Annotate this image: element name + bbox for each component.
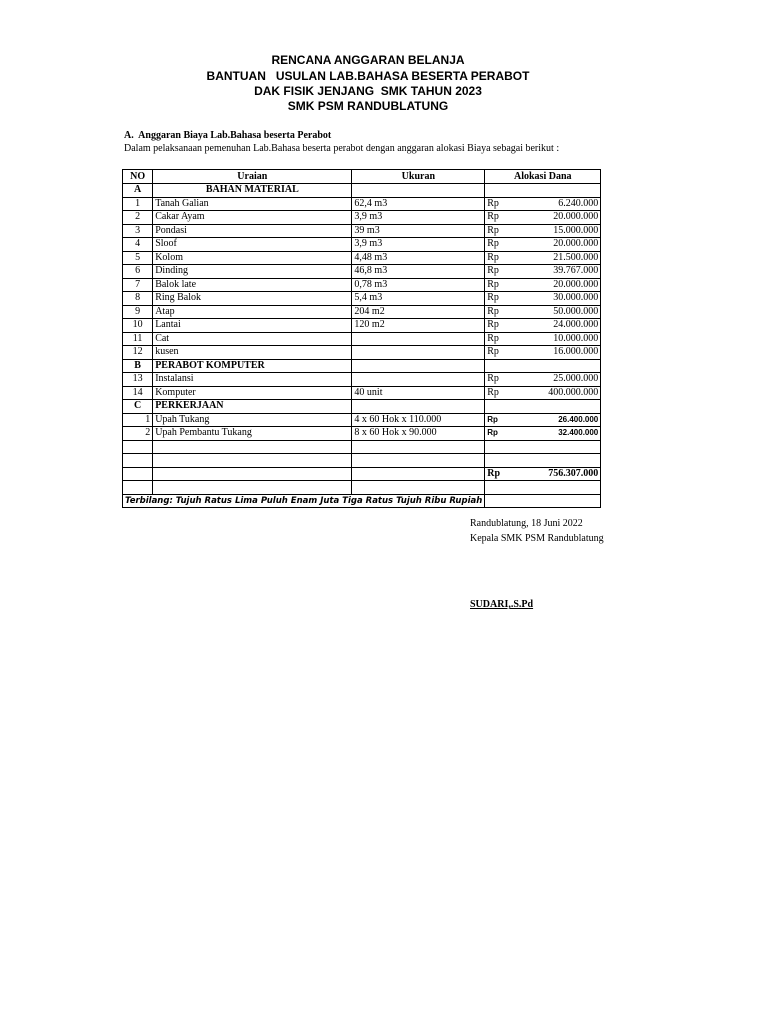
row-alokasi (485, 224, 601, 238)
row-amount: 16.000.000 (553, 346, 599, 358)
row-no: 8 (123, 292, 153, 306)
row-alokasi (485, 278, 601, 292)
row-amount: 20.000.000 (553, 211, 599, 223)
table-row (123, 265, 601, 279)
row-alokasi (485, 332, 601, 346)
row-amount: 10.000.000 (553, 332, 599, 344)
row-ukuran: 120 m2 (352, 319, 485, 333)
row-uraian: kusen (153, 346, 352, 360)
row-ukuran: 3,9 m3 (352, 238, 485, 252)
row-ukuran: 4,48 m3 (352, 251, 485, 265)
row-currency: Rp (487, 224, 499, 236)
row-ukuran: 5,4 m3 (352, 292, 485, 306)
table-header-row (123, 170, 601, 184)
group-no: B (123, 359, 153, 373)
row-uraian: Lantai (153, 319, 352, 333)
row-no: 14 (123, 386, 153, 400)
row-alokasi (485, 238, 601, 252)
row-uraian: Sloof (153, 238, 352, 252)
table-row (123, 278, 601, 292)
table-row (123, 386, 601, 400)
row-uraian: Tanah Galian (153, 197, 352, 211)
table-row (123, 251, 601, 265)
row-ukuran: 40 unit (352, 386, 485, 400)
row-currency: Rp (487, 319, 499, 331)
row-uraian: Cakar Ayam (153, 211, 352, 225)
row-currency: Rp (487, 211, 499, 223)
row-no: 11 (123, 332, 153, 346)
table-row (123, 319, 601, 333)
row-no: 6 (123, 265, 153, 279)
table-row (123, 305, 601, 319)
table-row (123, 211, 601, 225)
row-amount: 15.000.000 (553, 224, 599, 236)
row-uraian: Ring Balok (153, 292, 352, 306)
row-no: 3 (123, 224, 153, 238)
row-amount: 39.767.000 (553, 265, 599, 277)
row-alokasi (485, 265, 601, 279)
group-row-c (123, 400, 601, 414)
row-ukuran: 204 m2 (352, 305, 485, 319)
row-no: 1 (123, 413, 153, 427)
section-heading: A. Anggaran Biaya Lab.Bahasa beserta Perabot (124, 130, 332, 141)
row-currency: Rp (487, 197, 499, 209)
row-amount: 24.000.000 (553, 319, 599, 331)
group-no: C (123, 400, 153, 414)
row-alokasi (485, 305, 601, 319)
budget-table (122, 169, 601, 508)
row-no: 7 (123, 278, 153, 292)
row-currency: Rp (487, 265, 499, 277)
row-uraian: Pondasi (153, 224, 352, 238)
doc-title-line-4: SMK PSM RANDUBLATUNG (287, 99, 449, 113)
table-row (123, 292, 601, 306)
doc-title-line-2: BANTUAN USULAN LAB.BAHASA BESERTA PERABOT (206, 69, 530, 83)
row-alokasi (485, 427, 601, 441)
row-no: 12 (123, 346, 153, 360)
signature-position: Kepala SMK PSM Randublatung (470, 533, 604, 544)
row-no: 2 (123, 427, 153, 441)
row-currency: Rp (487, 386, 499, 398)
row-uraian: Upah Tukang (153, 413, 352, 427)
signature-name: SUDARI,.S.Pd (470, 599, 534, 610)
group-row-a (123, 184, 601, 198)
row-ukuran: 0,78 m3 (352, 278, 485, 292)
row-no: 9 (123, 305, 153, 319)
empty-row (123, 454, 601, 468)
row-alokasi (485, 251, 601, 265)
row-amount: 400.000.000 (548, 386, 599, 398)
signature-place-date: Randublatung, 18 Juni 2022 (470, 518, 583, 529)
terbilang-row (123, 494, 601, 508)
row-no: 2 (123, 211, 153, 225)
table-row (123, 427, 601, 441)
row-uraian: Komputer (153, 386, 352, 400)
group-label: PERABOT KOMPUTER (153, 359, 352, 373)
table-row (123, 332, 601, 346)
row-no: 5 (123, 251, 153, 265)
row-no: 10 (123, 319, 153, 333)
row-ukuran: 46,8 m3 (352, 265, 485, 279)
row-no: 4 (123, 238, 153, 252)
row-currency: Rp (487, 373, 499, 385)
total-cell (485, 467, 601, 481)
row-amount: 32.400.000 (558, 428, 599, 438)
col-header-ukuran: Ukuran (352, 170, 485, 184)
group-row-b (123, 359, 601, 373)
section-intro: Dalam pelaksanaan pemenuhan Lab.Bahasa beserta perabot dengan anggaran alokasi Biaya sebagai berikut : (124, 143, 560, 154)
row-uraian: Balok late (153, 278, 352, 292)
row-no: 13 (123, 373, 153, 387)
table-row (123, 238, 601, 252)
row-currency: Rp (487, 292, 499, 304)
row-amount: 6.240.000 (558, 197, 599, 209)
table-row (123, 197, 601, 211)
row-alokasi (485, 413, 601, 427)
row-alokasi (485, 292, 601, 306)
row-currency: Rp (487, 332, 499, 344)
group-label: PERKERJAAN (153, 400, 352, 414)
row-uraian: Kolom (153, 251, 352, 265)
row-ukuran: 62,4 m3 (352, 197, 485, 211)
row-amount: 30.000.000 (553, 292, 599, 304)
total-row (123, 467, 601, 481)
row-currency: Rp (487, 278, 499, 290)
row-uraian: Atap (153, 305, 352, 319)
col-header-no: NO (123, 170, 153, 184)
col-header-uraian: Uraian (153, 170, 352, 184)
row-alokasi (485, 197, 601, 211)
row-currency: Rp (487, 414, 498, 424)
row-amount: 26.400.000 (558, 414, 599, 424)
row-alokasi (485, 319, 601, 333)
row-alokasi (485, 386, 601, 400)
row-ukuran (352, 346, 485, 360)
table-row (123, 413, 601, 427)
table-row (123, 373, 601, 387)
row-amount: 25.000.000 (553, 373, 599, 385)
row-currency: Rp (487, 238, 499, 250)
row-amount: 20.000.000 (553, 238, 599, 250)
row-uraian: Upah Pembantu Tukang (153, 427, 352, 441)
empty-row (123, 440, 601, 454)
row-currency: Rp (487, 346, 499, 358)
doc-title-line-3: DAK FISIK JENJANG SMK TAHUN 2023 (254, 84, 482, 98)
row-uraian: Dinding (153, 265, 352, 279)
group-label: BAHAN MATERIAL (153, 184, 352, 198)
table-row (123, 224, 601, 238)
row-currency: Rp (487, 428, 498, 438)
col-header-alokasi: Alokasi Dana (485, 170, 601, 184)
row-ukuran: 4 x 60 Hok x 110.000 (352, 413, 485, 427)
row-ukuran (352, 332, 485, 346)
row-amount: 20.000.000 (553, 278, 599, 290)
row-currency: Rp (487, 305, 499, 317)
row-alokasi (485, 211, 601, 225)
terbilang-text: Terbilang: Tujuh Ratus Lima Puluh Enam Juta Tiga Ratus Tujuh Ribu Rupiah (123, 494, 485, 508)
row-no: 1 (123, 197, 153, 211)
row-uraian: Instalansi (153, 373, 352, 387)
row-amount: 50.000.000 (553, 305, 599, 317)
row-uraian: Cat (153, 332, 352, 346)
row-currency: Rp (487, 251, 499, 263)
doc-title-line-1: RENCANA ANGGARAN BELANJA (271, 53, 465, 67)
row-ukuran: 3,9 m3 (352, 211, 485, 225)
row-ukuran (352, 373, 485, 387)
row-amount: 21.500.000 (553, 251, 599, 263)
group-no: A (123, 184, 153, 198)
total-amount: 756.307.000 (548, 467, 599, 479)
row-ukuran: 39 m3 (352, 224, 485, 238)
row-alokasi (485, 346, 601, 360)
row-ukuran: 8 x 60 Hok x 90.000 (352, 427, 485, 441)
empty-row (123, 481, 601, 495)
table-row (123, 346, 601, 360)
total-currency: Rp (487, 467, 501, 479)
row-alokasi (485, 373, 601, 387)
